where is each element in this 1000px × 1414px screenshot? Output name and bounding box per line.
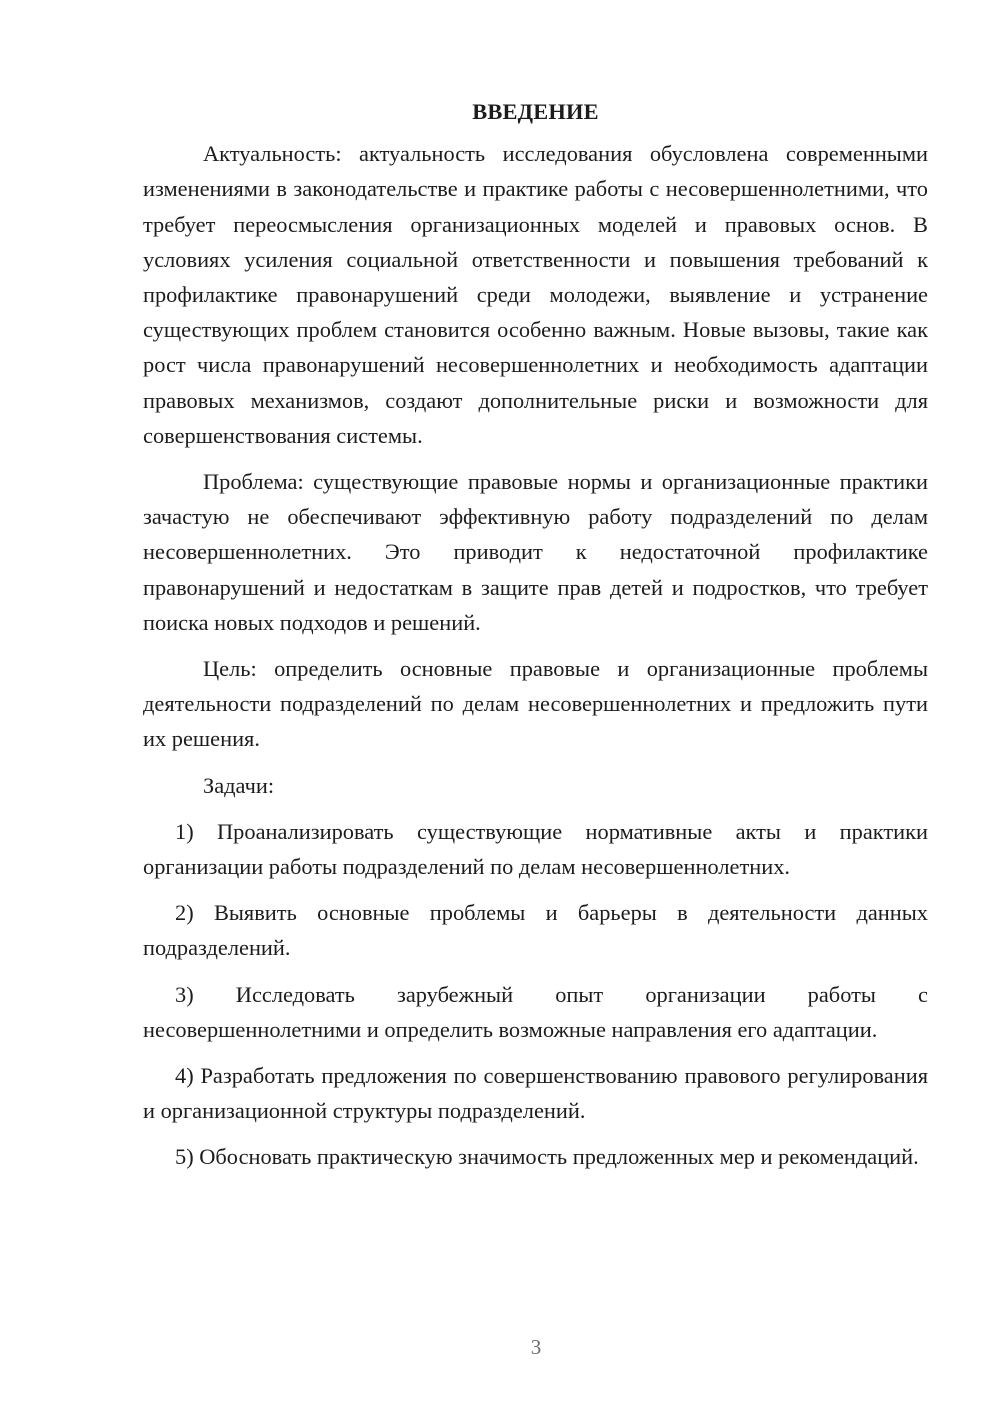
task-item: 2) Выявить основные проблемы и барьеры в деятельности данных подразделений. (143, 900, 928, 961)
paragraph-problem: Проблема: существующие правовые нормы и организационные практики зачастую не обеспечивают эффективную работу подразделений по делам несовершеннолетних. Это приводит к недостаточной профилактике правонарушений и недостаткам в защите прав детей и подростков, что требует поиска новых подходов и решений. (143, 469, 928, 635)
tasks-heading: Задачи: (203, 772, 275, 798)
task-item: 5) Обосновать практическую значимость предложенных мер и рекомендаций. (175, 1144, 919, 1170)
paragraph-relevance: Актуальность: актуальность исследования обусловлена современными изменениями в законодательстве и практике работы с несовершеннолетними, что требует переосмысления организационных моделей и правовых основ. В условиях усиления социальной ответственности и повышения требований к профилактике правонарушений среди молодежи, выявление и устранение существующих проблем становится особенно важным. Новые вызовы, такие как рост числа правонарушений несовершеннолетних и необходимость адаптации правовых механизмов, создают дополнительные риски и возможности для совершенствования системы. (143, 141, 928, 448)
page-number: 3 (530, 1335, 542, 1359)
document-body (143, 94, 928, 1186)
section-title: ВВЕДЕНИЕ (472, 99, 599, 124)
task-item: 3) Исследовать зарубежный опыт организации работы с несовершеннолетними и определить возможные направления его адаптации. (143, 981, 928, 1042)
paragraph-goal: Цель: определить основные правовые и организационные проблемы деятельности подразделений по делам несовершеннолетних и предложить пути их решения. (143, 656, 928, 752)
task-item: 4) Разработать предложения по совершенствованию правового регулирования и организационной структуры подразделений. (143, 1063, 928, 1124)
task-item: 1) Проанализировать существующие нормативные акты и практики организации работы подразделений по делам несовершеннолетних. (143, 818, 928, 880)
